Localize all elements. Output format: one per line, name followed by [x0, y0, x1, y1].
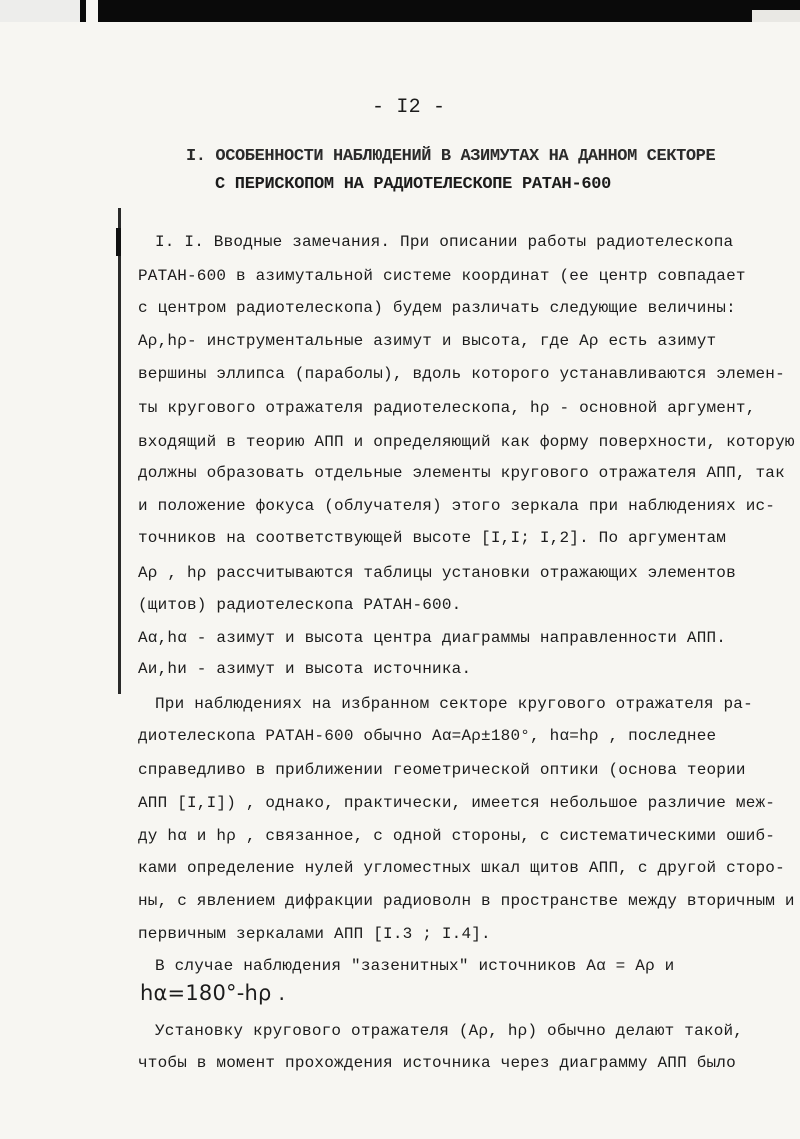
scan-corner: [752, 10, 800, 22]
text-line: ты кругового отражателя радиотелескопа, hρ - основной аргумент,: [138, 399, 756, 417]
section-heading-line2: С ПЕРИСКОПОМ НА РАДИОТЕЛЕСКОПЕ РАТАН-600: [215, 175, 612, 194]
page-number: - I2 -: [372, 96, 446, 119]
text-line: ны, с явлением дифракции радиоволн в пространстве между вторичным и: [138, 892, 795, 910]
text-line: Aи,hи - азимут и высота источника.: [138, 660, 472, 678]
section-heading-line1: I. ОСОБЕННОСТИ НАБЛЮДЕНИЙ В АЗИМУТАХ НА ДАННОМ СЕКТОРЕ: [186, 147, 716, 166]
text-line: вершины эллипса (параболы), вдоль которого устанавливаются элемен-: [138, 365, 785, 383]
text-line: hα=180°-hρ .: [140, 981, 286, 1005]
text-line: ками определение нулей угломестных шкал щитов АПП, с другой сторо-: [138, 859, 785, 877]
text-line: Установку кругового отражателя (Aρ, hρ) обычно делают такой,: [155, 1022, 744, 1040]
text-line: При наблюдениях на избранном секторе кругового отражателя ра-: [155, 695, 753, 713]
text-line: первичным зеркалами АПП [I.3 ; I.4].: [138, 925, 491, 943]
margin-mark-bold: [116, 228, 121, 256]
text-line: (щитов) радиотелескопа РАТАН-600.: [138, 596, 462, 614]
text-line: Aρ,hρ- инструментальные азимут и высота, где Aρ есть азимут: [138, 332, 717, 350]
text-line: ду hα и hρ , связанное, с одной стороны, с систематическими ошиб-: [138, 827, 776, 845]
text-line: Aρ , hρ рассчитываются таблицы установки отражающих элементов: [138, 564, 736, 582]
text-line: справедливо в приближении геометрической оптики (основа теории: [138, 761, 746, 779]
scan-dark-band: [80, 0, 800, 22]
text-line: с центром радиотелескопа) будем различать следующие величины:: [138, 299, 736, 317]
text-line: входящий в теорию АПП и определяющий как форму поверхности, которую: [138, 433, 795, 451]
text-line: РАТАН-600 в азимутальной системе координат (ее центр совпадает: [138, 267, 746, 285]
text-line: должны образовать отдельные элементы кругового отражателя АПП, так: [138, 464, 785, 482]
text-line: В случае наблюдения "зазенитных" источников Aα = Aρ и: [155, 957, 675, 975]
text-line: диотелескопа РАТАН-600 обычно Aα=Aρ±180°, hα=hρ , последнее: [138, 727, 717, 745]
text-line: и положение фокуса (облучателя) этого зеркала при наблюдениях ис-: [138, 497, 776, 515]
margin-mark: [118, 208, 121, 694]
text-line: I. I. Вводные замечания. При описании работы радиотелескопа: [155, 233, 734, 251]
text-line: чтобы в момент прохождения источника через диаграмму АПП было: [138, 1054, 736, 1072]
scan-notch: [86, 0, 98, 22]
text-line: Aα,hα - азимут и высота центра диаграммы направленности АПП.: [138, 629, 727, 647]
text-line: точников на соответствующей высоте [I,I; I,2]. По аргументам: [138, 529, 727, 547]
text-line: АПП [I,I]) , однако, практически, имеется небольшое различие меж-: [138, 794, 776, 812]
scan-edge: [0, 0, 80, 22]
